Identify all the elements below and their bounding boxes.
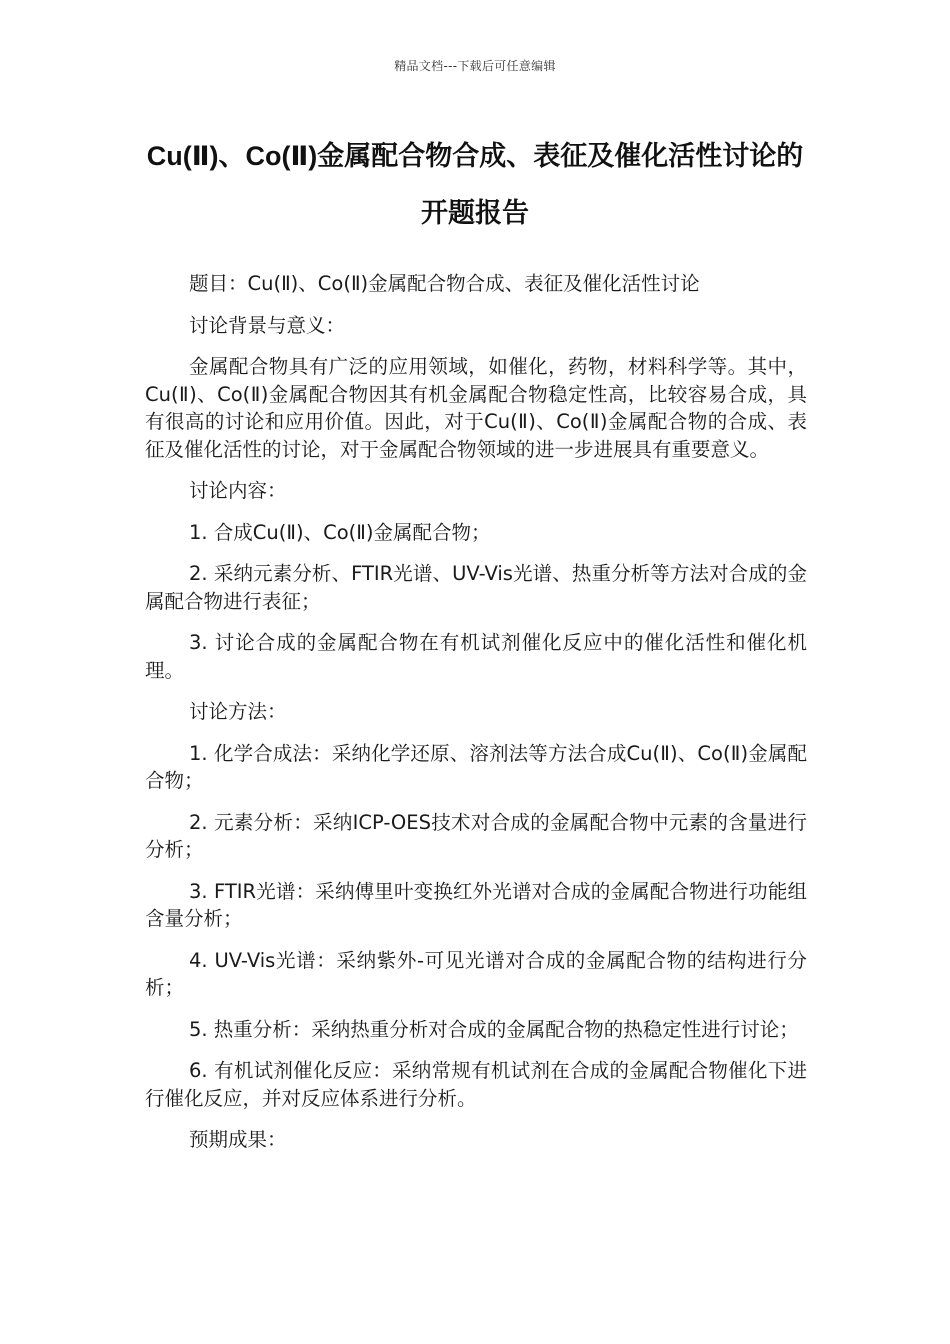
section-heading-content: 讨论内容： <box>189 479 287 502</box>
method-item-5: 5. 热重分析：采纳热重分析对合成的金属配合物的热稳定性进行讨论； <box>189 1017 799 1041</box>
document-title: Cu(Ⅱ)、Co(Ⅱ)金属配合物合成、表征及催化活性讨论的开题报告 <box>146 141 804 228</box>
document-body <box>145 270 807 1168</box>
background-paragraph: 金属配合物具有广泛的应用领域，如催化，药物，材料科学等。其中，Cu(Ⅱ)、Co(Ⅱ)金属配合物因其有机金属配合物稳定性高，比较容易合成，具有很高的讨论和应用价值。因此，对于Cu(Ⅱ)、Co(Ⅱ)金属配合物的合成、表征及催化活性的讨论，对于金属配合物领域的进一步进展具有重要意义。 <box>145 355 807 461</box>
method-item-1: 1. 化学合成法：采纳化学还原、溶剂法等方法合成Cu(Ⅱ)、Co(Ⅱ)金属配合物； <box>145 741 807 792</box>
content-item-2: 2. 采纳元素分析、FTIR光谱、UV-Vis光谱、热重分析等方法对合成的金属配合物进行表征； <box>145 562 807 613</box>
section-heading-methods: 讨论方法： <box>189 700 287 723</box>
section-heading-background: 讨论背景与意义： <box>189 313 346 337</box>
method-item-6: 6. 有机试剂催化反应：采纳常规有机试剂在合成的金属配合物催化下进行催化反应，并对反应体系进行分析。 <box>145 1059 807 1110</box>
header-note: 精品文档---下载后可任意编辑 <box>394 59 556 73</box>
method-item-2: 2. 元素分析：采纳ICP-OES技术对合成的金属配合物中元素的含量进行分析； <box>145 810 807 861</box>
section-heading-expected-results: 预期成果： <box>189 1128 287 1151</box>
method-item-4: 4. UV-Vis光谱：采纳紫外-可见光谱对合成的金属配合物的结构进行分析； <box>145 948 807 999</box>
topic-line: 题目：Cu(Ⅱ)、Co(Ⅱ)金属配合物合成、表征及催化活性讨论 <box>189 272 700 295</box>
content-item-3: 3. 讨论合成的金属配合物在有机试剂催化反应中的催化活性和催化机理。 <box>145 631 807 682</box>
method-item-3: 3. FTIR光谱：采纳傅里叶变换红外光谱对合成的金属配合物进行功能组含量分析； <box>145 879 807 930</box>
content-item-1: 1. 合成Cu(Ⅱ)、Co(Ⅱ)金属配合物； <box>189 520 491 544</box>
